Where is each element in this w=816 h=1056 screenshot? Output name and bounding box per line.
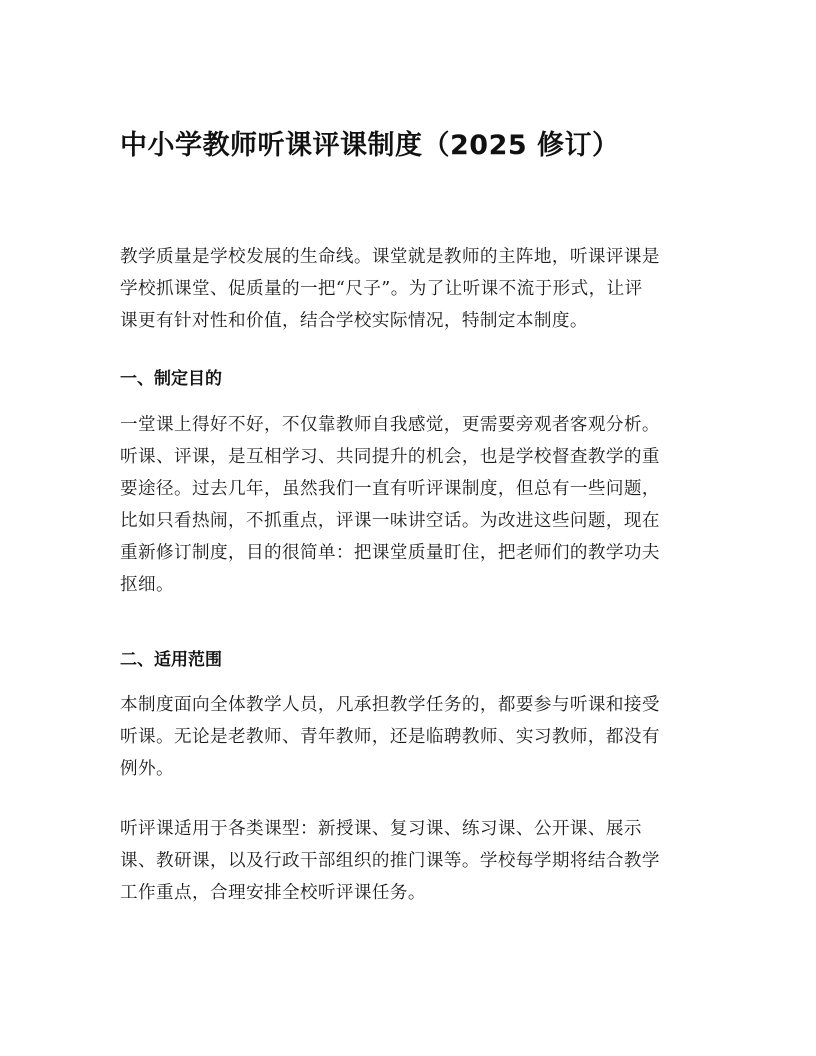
text-line: 重新修订制度，目的很简单：把课堂质量盯住，把老师们的教学功夫 — [120, 543, 660, 563]
text-line: 比如只看热闹，不抓重点，评课一味讲空话。为改进这些问题，现在 — [120, 511, 660, 531]
text-line: 课更有针对性和价值，结合学校实际情况，特制定本制度。 — [120, 311, 588, 331]
scope-paragraph-1 — [120, 689, 686, 785]
intro-paragraph — [120, 241, 686, 337]
text-line: 工作重点，合理安排全校听评课任务。 — [120, 883, 426, 903]
section-heading-purpose: 一、制定目的 — [120, 369, 222, 389]
text-line: 本制度面向全体教学人员，凡承担教学任务的，都要参与听课和接受 — [120, 695, 660, 715]
text-line: 听课、评课，是互相学习、共同提升的机会，也是学校督查教学的重 — [120, 447, 660, 467]
text-line: 课、教研课，以及行政干部组织的推门课等。学校每学期将结合教学 — [120, 851, 660, 871]
text-line: 例外。 — [120, 759, 174, 779]
text-line: 听评课适用于各类课型：新授课、复习课、练习课、公开课、展示 — [120, 819, 642, 839]
text-line: 抠细。 — [120, 575, 174, 595]
text-line: 学校抓课堂、促质量的一把“尺子”。为了让听课不流于形式，让评 — [120, 279, 643, 299]
scope-paragraph-2 — [120, 813, 686, 909]
purpose-paragraph — [120, 409, 686, 601]
text-line: 一堂课上得好不好，不仅靠教师自我感觉，更需要旁观者客观分析。 — [120, 415, 660, 435]
section-heading-scope: 二、适用范围 — [120, 650, 222, 670]
text-line: 要途径。过去几年，虽然我们一直有听评课制度，但总有一些问题， — [120, 479, 660, 499]
text-line: 听课。无论是老教师、青年教师，还是临聘教师、实习教师，都没有 — [120, 727, 660, 747]
document-title: 中小学教师听课评课制度（2025 修订） — [120, 130, 620, 161]
text-line: 教学质量是学校发展的生命线。课堂就是教师的主阵地，听课评课是 — [120, 247, 660, 267]
